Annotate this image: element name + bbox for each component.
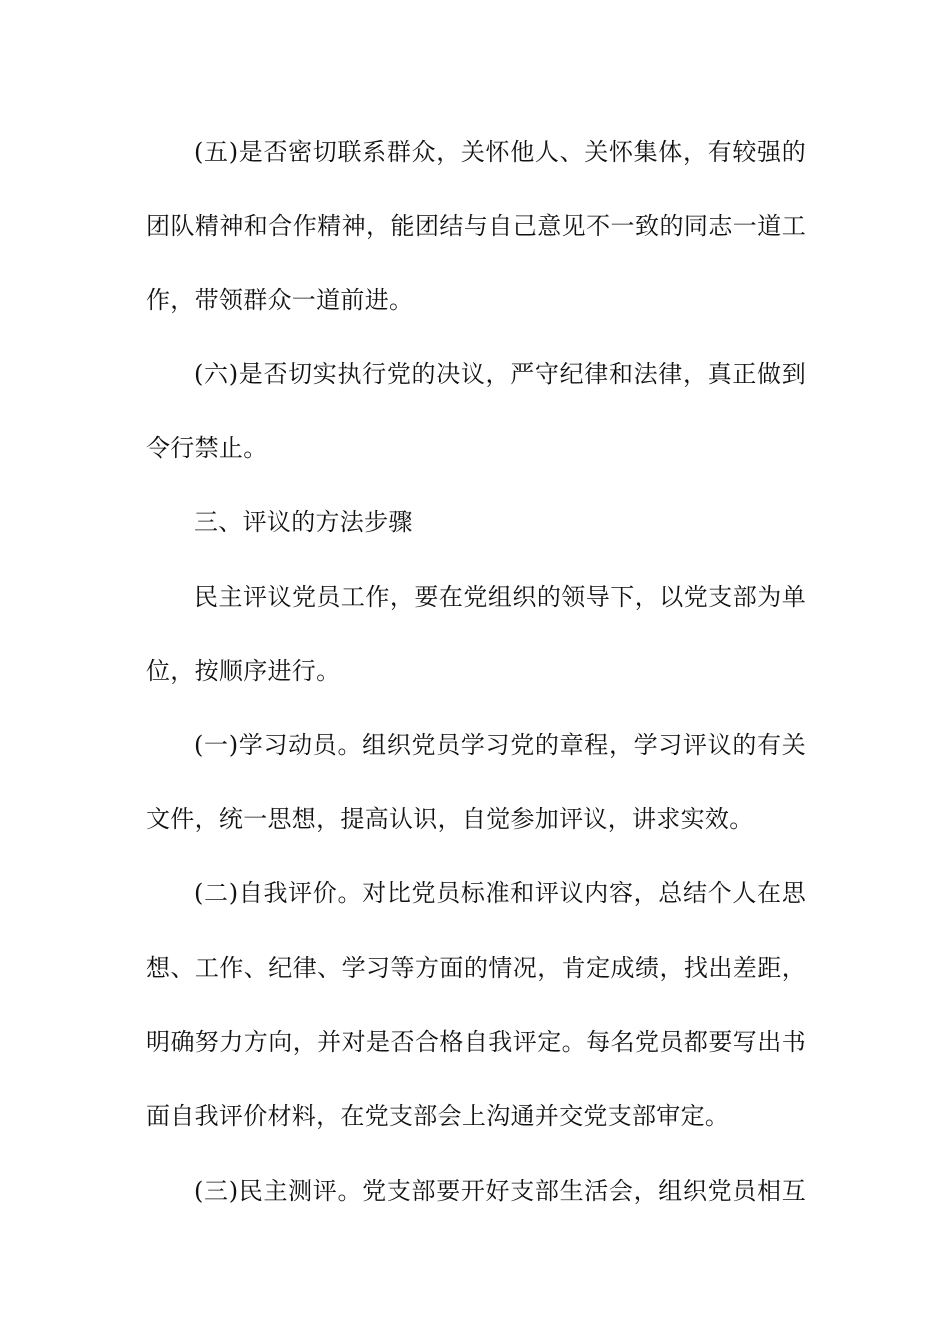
paragraph-line: 想、工作、纪律、学习等方面的情况，肯定成绩，找出差距， (146, 954, 806, 982)
paragraph-line: 位，按顺序进行。 (146, 657, 341, 685)
paragraph-line: (三)民主测评。党支部要开好支部生活会，组织党员相互 (194, 1177, 806, 1205)
paragraph-line: 文件，统一思想，提高认识，自觉参加评议，讲求实效。 (146, 805, 754, 833)
paragraph-line: (二)自我评价。对比党员标准和评议内容，总结个人在思 (194, 879, 806, 907)
paragraph-line: 作，带领群众一道前进。 (146, 286, 414, 314)
section-heading: 三、评议的方法步骤 (194, 508, 413, 536)
paragraph-line: 令行禁止。 (146, 434, 268, 462)
paragraph-line: 明确努力方向，并对是否合格自我评定。每名党员都要写出书 (146, 1028, 806, 1056)
paragraph-line: (一)学习动员。组织党员学习党的章程，学习评议的有关 (194, 731, 806, 759)
paragraph-line: 面自我评价材料，在党支部会上沟通并交党支部审定。 (146, 1102, 730, 1130)
paragraph-line: 民主评议党员工作，要在党组织的领导下，以党支部为单 (194, 583, 806, 611)
paragraph-line: 团队精神和合作精神，能团结与自己意见不一致的同志一道工 (146, 212, 806, 240)
paragraph-line: (六)是否切实执行党的决议，严守纪律和法律，真正做到 (194, 360, 806, 388)
paragraph-line: (五)是否密切联系群众，关怀他人、关怀集体，有较强的 (194, 138, 806, 166)
